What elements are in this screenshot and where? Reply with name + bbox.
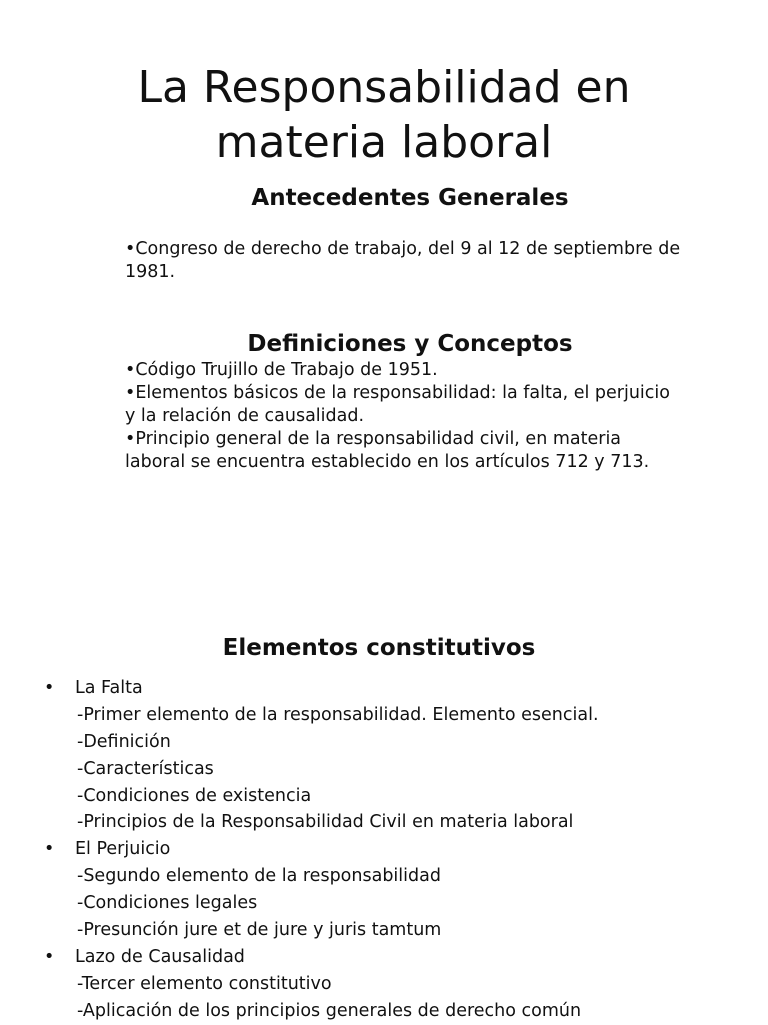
antecedentes-item: •Congreso de derecho de trabajo, del 9 al 12 de septiembre de 1981. [125,239,681,282]
definiciones-heading: Definiciones y Conceptos [247,331,573,357]
elementos-subitem-text: -Tercer elemento constitutivo [77,973,332,994]
elementos-subitem [44,729,744,756]
page-title [0,60,768,170]
elementos-subitem-text: -Presunción jure et de jure y juris tamtum [77,920,442,941]
elementos-subitem [44,971,744,998]
elementos-item-label: Lazo de Causalidad [75,946,245,967]
elementos-subitem [44,809,744,836]
elementos-subitem [44,917,744,944]
antecedentes-section [125,238,685,284]
elementos-subitem-text: -Primer elemento de la responsabilidad. Elemento esencial. [77,704,599,725]
elementos-item-label: La Falta [75,678,143,698]
elementos-list [44,675,744,1025]
elementos-subitem [44,783,744,810]
elementos-subitem-text: -Características [77,758,214,779]
elementos-subitem-text: -Aplicación de los principios generales de derecho común [77,1000,582,1021]
elementos-subitem-text: -Segundo elemento de la responsabilidad [77,866,441,887]
antecedentes-heading: Antecedentes Generales [251,185,569,211]
elementos-bullet-item [44,836,744,863]
bullet-glyph: • [44,946,55,967]
elementos-bullet-item [44,675,744,702]
elementos-item-label: El Perjuicio [75,839,171,860]
definiciones-item: •Código Trujillo de Trabajo de 1951. [125,360,438,380]
bullet-glyph: • [44,839,55,860]
elementos-heading: Elementos constitutivos [222,635,536,661]
definiciones-section [125,359,685,474]
elementos-subitem [44,756,744,783]
page-title-line-2: materia laboral [215,117,553,168]
definiciones-item: •Principio general de la responsabilidad civil, en materia laboral se encuentra establecido en los artículos 712 y 713. [125,429,650,472]
elementos-subitem [44,998,744,1025]
elementos-subitem [44,890,744,917]
elementos-bullet-item [44,944,744,971]
elementos-subitem [44,863,744,890]
elementos-subitem-text: -Definición [77,731,171,752]
bullet-glyph: • [44,678,55,698]
elementos-subitem-text: -Principios de la Responsabilidad Civil en materia laboral [77,812,574,833]
elementos-subitem-text: -Condiciones de existencia [77,785,312,806]
definiciones-item: •Elementos básicos de la responsabilidad: la falta, el perjuicio y la relación de causalidad. [125,383,670,426]
elementos-subitem [44,702,744,729]
page-title-line-1: La Responsabilidad en [137,62,631,113]
elementos-subitem-text: -Condiciones legales [77,893,258,914]
